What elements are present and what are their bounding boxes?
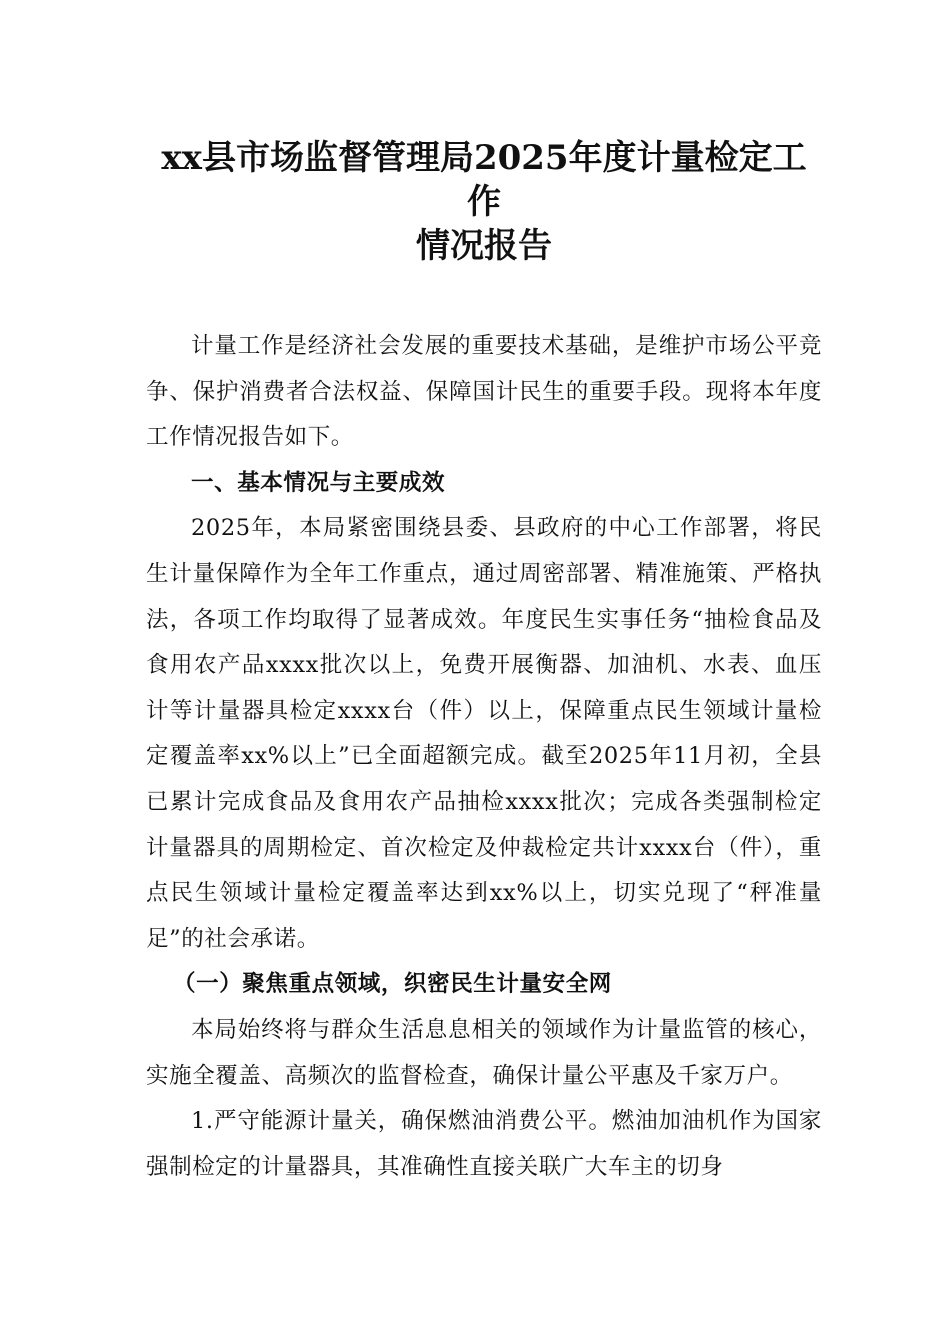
subsection-1-paragraph: 本局始终将与群众生活息息相关的领域作为计量监管的核心，实施全覆盖、高频次的监督检查，确保计量公平惠及千家万户。 — [146, 1016, 822, 1089]
item-1-paragraph: 1.严守能源计量关，确保燃油消费公平。燃油加油机作为国家强制检定的计量器具，其准确性直接关联广大车主的切身 — [146, 1108, 822, 1180]
intro-paragraph: 计量工作是经济社会发展的重要技术基础，是维护市场公平竞争、保护消费者合法权益、保障国计民生的重要手段。现将本年度工作情况报告如下。 — [146, 333, 822, 451]
document-title-line-2: 情况报告 — [416, 226, 552, 266]
document-title — [146, 136, 822, 268]
section-1-paragraph: 2025年，本局紧密围绕县委、县政府的中心工作部署，将民生计量保障作为全年工作重点，通过周密部署、精准施策、严格执法，各项工作均取得了显著成效。年度民生实事任务“抽检食品及食用农产品xxxx批次以上，免费开展衡器、加油机、水表、血压计等计量器具检定xxxx台（件）以上，保障重点民生领域计量检定覆盖率xx%以上”已全面超额完成。截至2025年11月初，全县已累计完成食品及食用农产品抽检xxxx批次；完成各类强制检定计量器具的周期检定、首次检定及仲裁检定共计xxxx台（件），重点民生领域计量检定覆盖率达到xx%以上，切实兑现了“秤准量足”的社会承诺。 — [146, 515, 822, 952]
subsection-1-heading: （一）聚焦重点领域，织密民生计量安全网 — [173, 971, 612, 998]
document-body — [146, 324, 822, 1190]
document-title-line-1: xx县市场监督管理局2025年度计量检定工作 — [161, 138, 807, 222]
section-1-heading: 一、基本情况与主要成效 — [191, 469, 446, 496]
